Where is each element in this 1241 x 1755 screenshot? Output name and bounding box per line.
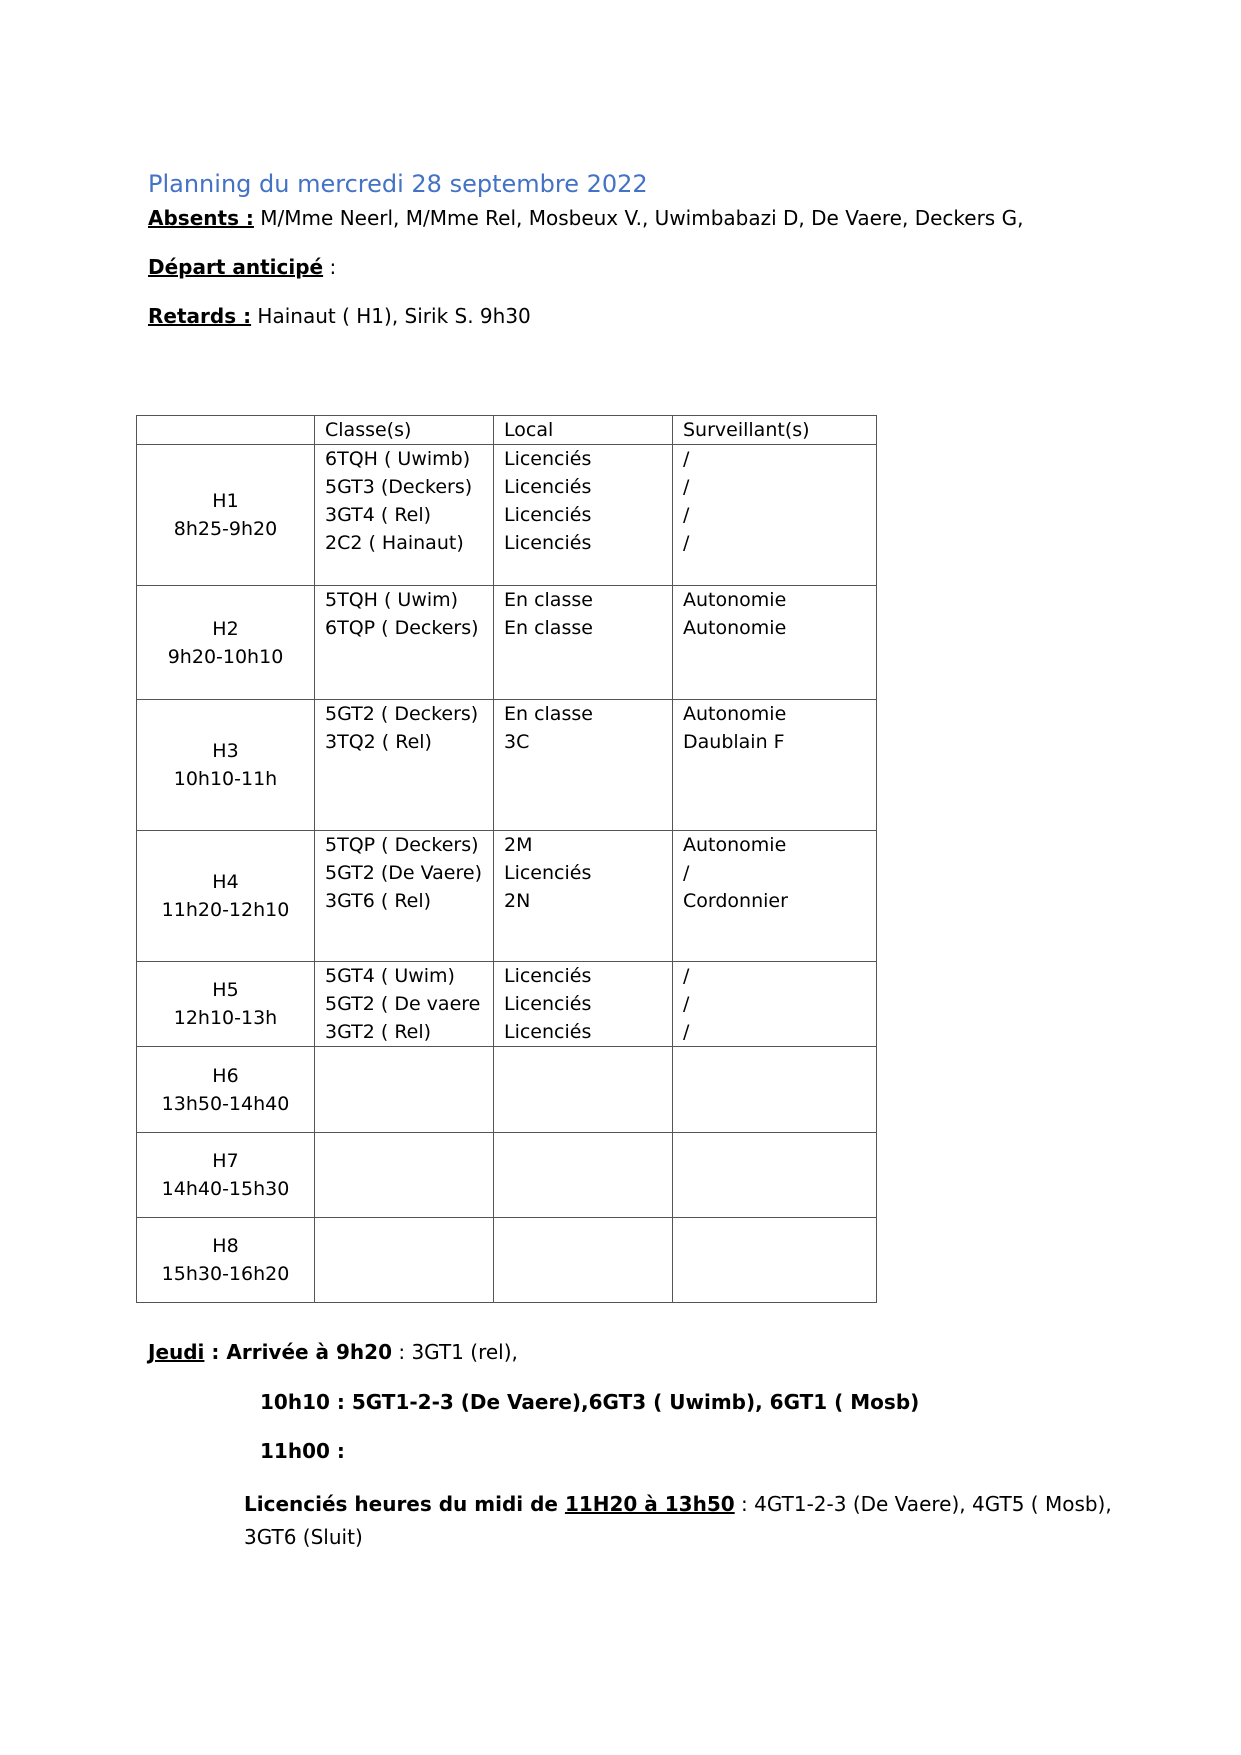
class-entry: 5GT3 (Deckers) <box>325 476 473 498</box>
classes-cell <box>315 1047 494 1133</box>
class-entry: 3GT4 ( Rel) <box>325 504 432 526</box>
table-row <box>137 586 877 700</box>
licencies-label: Licenciés heures du midi de <box>244 1492 565 1516</box>
classes-cell <box>315 1133 494 1218</box>
table-header-cell: Local <box>494 416 673 445</box>
hour-label: H4 <box>212 871 239 893</box>
licencies-paragraph <box>244 1488 1124 1554</box>
classes-cell <box>315 700 494 831</box>
table-row <box>137 962 877 1047</box>
classes-cell <box>315 445 494 586</box>
local-entry: Licenciés <box>504 532 592 554</box>
surveillant-cell <box>673 1133 877 1218</box>
hour-label: H1 <box>212 490 239 512</box>
absents-label: Absents : <box>148 206 254 230</box>
surveillant-entry: / <box>683 993 690 1015</box>
hour-label: H6 <box>212 1064 239 1087</box>
class-entry: 3GT2 ( Rel) <box>325 1021 432 1043</box>
hour-cell <box>137 831 315 962</box>
hour-time: 9h20-10h10 <box>167 645 284 668</box>
table-row <box>137 700 877 831</box>
page-title: Planning du mercredi 28 septembre 2022 <box>148 170 648 198</box>
class-entry: 2C2 ( Hainaut) <box>325 532 464 554</box>
table-row <box>137 445 877 586</box>
table-header-cell: Surveillant(s) <box>673 416 877 445</box>
hour-cell <box>137 1133 315 1218</box>
class-entry: 5GT2 ( Deckers) <box>325 703 479 725</box>
classes-cell <box>315 831 494 962</box>
surveillant-entry: Autonomie <box>683 589 787 611</box>
surveillant-cell <box>673 586 877 700</box>
class-entry: 5GT2 ( De vaere <box>325 993 481 1015</box>
hour-cell <box>137 445 315 586</box>
hour-label: H5 <box>212 979 239 1001</box>
local-entry: 3C <box>504 731 530 753</box>
class-entry: 5TQP ( Deckers) <box>325 834 479 856</box>
surveillant-entry: Daublain F <box>683 731 785 753</box>
local-entry: En classe <box>504 703 593 725</box>
depart-value: : <box>323 255 337 279</box>
hour-time: 15h30-16h20 <box>161 1263 290 1285</box>
retards-label: Retards : <box>148 304 252 328</box>
local-cell <box>494 1218 673 1303</box>
table-row <box>137 1218 877 1303</box>
local-entry: Licenciés <box>504 1021 592 1043</box>
classes-cell <box>315 1218 494 1303</box>
hour-cell <box>137 1047 315 1133</box>
class-entry: 5TQH ( Uwim) <box>325 589 459 611</box>
local-entry: Licenciés <box>504 965 592 987</box>
surveillant-cell <box>673 962 877 1047</box>
hour-label: H2 <box>212 617 239 640</box>
surveillant-cell <box>673 700 877 831</box>
surveillant-cell <box>673 1218 877 1303</box>
local-entry: En classe <box>504 617 593 639</box>
hour-cell <box>137 1218 315 1303</box>
hour-time: 10h10-11h <box>173 768 278 790</box>
surveillant-entry: Autonomie <box>683 703 787 725</box>
jeudi-arrivee: Arrivée à 9h20 <box>226 1340 392 1364</box>
classes-cell <box>315 962 494 1047</box>
class-entry: 3TQ2 ( Rel) <box>325 731 432 753</box>
hour-label: H8 <box>212 1235 239 1257</box>
local-cell <box>494 1133 673 1218</box>
jeudi-line <box>148 1340 518 1364</box>
table-row <box>137 1047 877 1133</box>
hour-time: 14h40-15h30 <box>161 1178 290 1200</box>
table-row <box>137 831 877 962</box>
local-cell <box>494 445 673 586</box>
retards-line <box>148 304 531 328</box>
surveillant-entry: / <box>683 532 690 554</box>
local-entry: Licenciés <box>504 504 592 526</box>
surveillant-cell <box>673 445 877 586</box>
absents-value: M/Mme Neerl, M/Mme Rel, Mosbeux V., Uwimbabazi D, De Vaere, Deckers G, <box>253 206 1024 230</box>
local-entry: Licenciés <box>504 476 592 498</box>
planning-table <box>136 415 877 1303</box>
hour-label: H7 <box>212 1150 239 1172</box>
local-cell <box>494 586 673 700</box>
local-cell <box>494 962 673 1047</box>
local-entry: 2M <box>504 834 533 856</box>
hour-time: 8h25-9h20 <box>173 518 278 540</box>
local-cell <box>494 700 673 831</box>
local-entry: 2N <box>504 890 531 912</box>
surveillant-entry: / <box>683 1021 690 1043</box>
hour-cell <box>137 962 315 1047</box>
depart-line <box>148 255 336 279</box>
jeudi-label: Jeudi <box>148 1340 205 1364</box>
table-row <box>137 1133 877 1218</box>
licencies-time: 11H20 à 13h50 <box>564 1492 735 1516</box>
jeudi-arrivee-value: : 3GT1 (rel), <box>392 1340 518 1364</box>
local-entry: Licenciés <box>504 993 592 1015</box>
table-header-cell <box>137 416 315 445</box>
surveillant-entry: / <box>683 448 690 470</box>
table-header-cell: Classe(s) <box>315 416 494 445</box>
surveillant-entry: / <box>683 862 690 884</box>
surveillant-cell <box>673 1047 877 1133</box>
surveillant-cell <box>673 831 877 962</box>
surveillant-entry: / <box>683 504 690 526</box>
jeudi-separator: : <box>204 1340 227 1364</box>
class-entry: 5GT4 ( Uwim) <box>325 965 455 987</box>
local-entry: Licenciés <box>504 862 592 884</box>
hour-time: 11h20-12h10 <box>161 899 290 921</box>
depart-label: Départ anticipé <box>148 255 324 279</box>
class-entry: 3GT6 ( Rel) <box>325 890 432 912</box>
local-entry: Licenciés <box>504 448 592 470</box>
local-entry: En classe <box>504 589 593 611</box>
hour-cell <box>137 700 315 831</box>
hour-time: 13h50-14h40 <box>161 1092 290 1115</box>
table-header-row <box>137 416 877 445</box>
classes-cell <box>315 586 494 700</box>
jeudi-11h00-line: 11h00 : <box>260 1439 345 1463</box>
local-cell <box>494 831 673 962</box>
surveillant-entry: Cordonnier <box>683 890 788 912</box>
hour-cell <box>137 586 315 700</box>
class-entry: 5GT2 (De Vaere) <box>325 862 482 884</box>
retards-value: Hainaut ( H1), Sirik S. 9h30 <box>251 304 531 328</box>
class-entry: 6TQH ( Uwimb) <box>325 448 471 470</box>
class-entry: 6TQP ( Deckers) <box>325 617 479 639</box>
hour-time: 12h10-13h <box>173 1007 278 1029</box>
licencies-value: : 4GT1-2-3 (De Vaere), 4GT5 ( Mosb), 3GT6 (Sluit) <box>244 1492 1112 1549</box>
absents-line <box>148 206 1023 230</box>
jeudi-10h10-line: 10h10 : 5GT1-2-3 (De Vaere),6GT3 ( Uwimb), 6GT1 ( Mosb) <box>260 1390 920 1414</box>
surveillant-entry: / <box>683 476 690 498</box>
surveillant-entry: / <box>683 965 690 987</box>
local-cell <box>494 1047 673 1133</box>
surveillant-entry: Autonomie <box>683 834 787 856</box>
hour-label: H3 <box>212 740 239 762</box>
surveillant-entry: Autonomie <box>683 617 787 639</box>
